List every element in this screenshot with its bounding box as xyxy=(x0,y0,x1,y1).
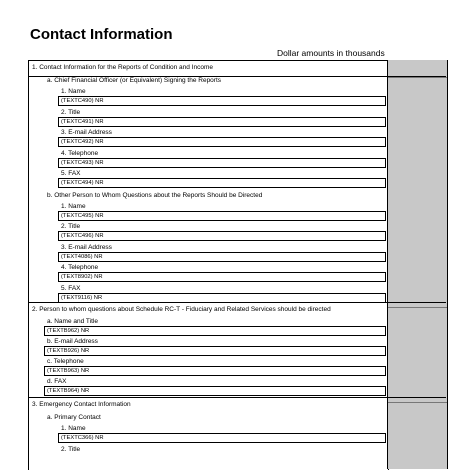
amounts-caption: Dollar amounts in thousands xyxy=(277,48,385,58)
page-title: Contact Information xyxy=(30,26,173,43)
section-1-label: 1. Contact Information for the Reports of Condition and Income xyxy=(32,64,214,71)
fiduciary-email-label: b. E-mail Address xyxy=(47,338,98,345)
other-telephone-label: 4. Telephone xyxy=(61,264,99,271)
fiduciary-name-field[interactable]: (TEXTB962) NR xyxy=(44,326,386,336)
section-1b-label: b. Other Person to Whom Questions about the Reports Should be Directed xyxy=(47,192,263,199)
cfo-name-field[interactable]: (TEXTC490) NR xyxy=(58,96,386,106)
other-name-label: 1. Name xyxy=(61,203,86,210)
cfo-name-label: 1. Name xyxy=(61,88,86,95)
fiduciary-name-label: a. Name and Title xyxy=(47,318,98,325)
other-name-field[interactable]: (TEXTC495) NR xyxy=(58,211,386,221)
primary-title-label: 2. Title xyxy=(61,446,81,453)
amount-cell xyxy=(388,307,447,403)
cfo-fax-field[interactable]: (TEXTC494) NR xyxy=(58,178,386,188)
cfo-email-field[interactable]: (TEXTC492) NR xyxy=(58,137,386,147)
section-2-label: 2. Person to whom questions about Schedule RC-T - Fiduciary and Related Services should be directed xyxy=(32,306,331,313)
other-title-label: 2. Title xyxy=(61,223,81,230)
other-email-field[interactable]: (TEXT4086) NR xyxy=(58,252,386,262)
fiduciary-email-field[interactable]: (TEXTB926) NR xyxy=(44,346,386,356)
amount-column xyxy=(387,60,448,469)
fiduciary-telephone-field[interactable]: (TEXTB963) NR xyxy=(44,366,386,376)
cfo-fax-label: 5. FAX xyxy=(61,170,81,177)
cfo-title-label: 2. Title xyxy=(61,109,81,116)
section-3a-label: a. Primary Contact xyxy=(47,414,101,421)
fiduciary-telephone-label: c. Telephone xyxy=(47,358,84,365)
fiduciary-fax-label: d. FAX xyxy=(47,378,67,385)
amount-cell xyxy=(388,402,447,468)
primary-name-field[interactable]: (TEXTC366) NR xyxy=(58,433,386,443)
cfo-telephone-label: 4. Telephone xyxy=(61,150,99,157)
row-divider xyxy=(28,397,446,398)
cfo-title-field[interactable]: (TEXTC491) NR xyxy=(58,117,386,127)
amount-cell xyxy=(388,77,447,308)
fiduciary-fax-field[interactable]: (TEXTB964) NR xyxy=(44,386,386,396)
other-fax-label: 5. FAX xyxy=(61,285,81,292)
section-3-label: 3. Emergency Contact Information xyxy=(32,401,131,408)
cfo-email-label: 3. E-mail Address xyxy=(61,129,112,136)
primary-name-label: 1. Name xyxy=(61,425,86,432)
cfo-telephone-field[interactable]: (TEXTC493) NR xyxy=(58,158,386,168)
other-email-label: 3. E-mail Address xyxy=(61,244,112,251)
other-title-field[interactable]: (TEXTC496) NR xyxy=(58,231,386,241)
other-telephone-field[interactable]: (TEXT8902) NR xyxy=(58,272,386,282)
other-fax-field[interactable]: (TEXT9116) NR xyxy=(58,293,386,303)
section-1a-label: a. Chief Financial Officer (or Equivalent) Signing the Reports xyxy=(47,77,222,84)
